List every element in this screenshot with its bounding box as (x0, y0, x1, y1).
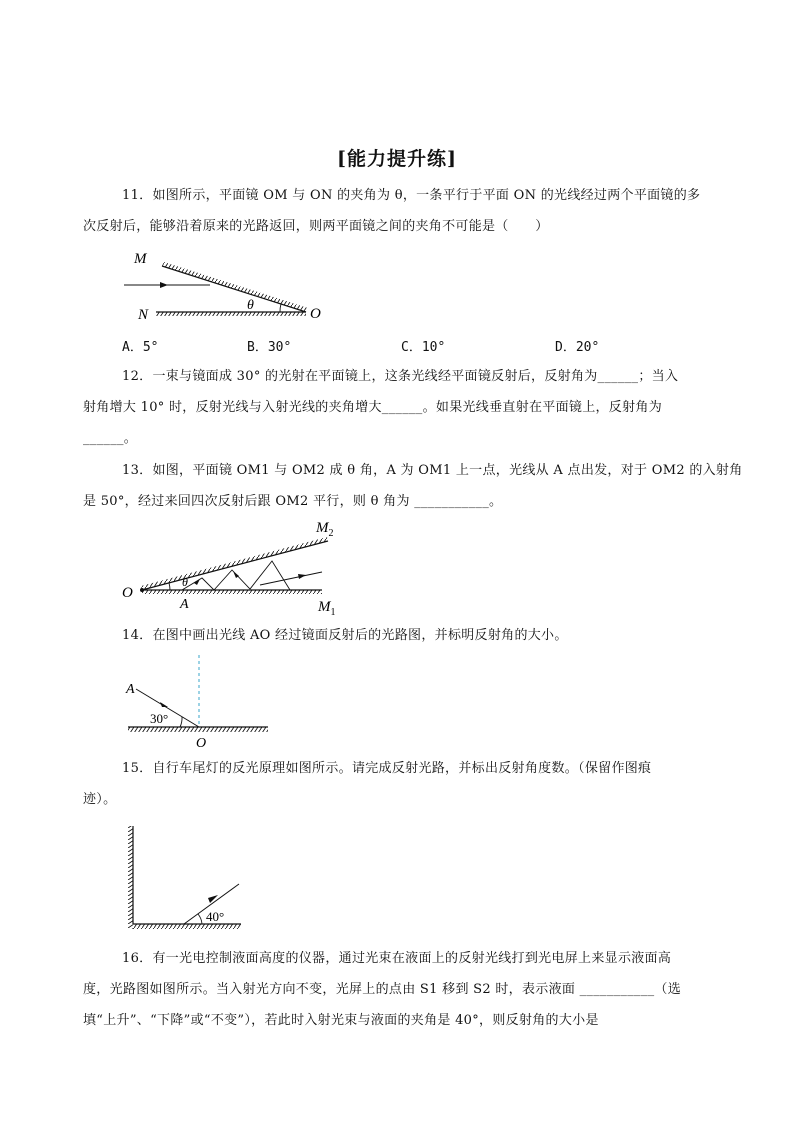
q11-label-n: N (138, 307, 149, 323)
q12-line-1: 12．一束与镜面成 30° 的光射在平面镜上，这条光线经平面镜反射后，反射角为______；当入 (122, 369, 679, 384)
q11-label-o: O (310, 306, 321, 322)
q14-label-angle: 30° (150, 711, 169, 726)
q14-label-o: O (196, 736, 207, 751)
q13-label-m1: $M_1$ (318, 599, 336, 618)
q13-figure (122, 515, 352, 618)
q15-label-angle: 40° (206, 909, 225, 924)
q16-line-3: 填“上升”、“下降”或“不变”），若此时入射光束与液面的夹角是 40°，则反射角的大小是 (83, 1013, 599, 1028)
q13-line-1: 13．如图，平面镜 OM1 与 OM2 成 θ 角，A 为 OM1 上一点，光线从 A 点出发，对于 OM2 的入射角 (122, 463, 743, 478)
q13-label-m2: $M_2$ (316, 520, 334, 539)
q15-line-2: 迹）。 (83, 792, 117, 807)
q11-line-1: 11．如图所示，平面镜 OM 与 ON 的夹角为 θ，一条平行于平面 ON 的光线经过两个平面镜的多 (122, 188, 701, 203)
q11-line-2: 次反射后，能够沿着原来的光路返回，则两平面镜之间的夹角不可能是（ ） (83, 219, 549, 234)
q11-label-theta: θ (247, 298, 254, 313)
q15-line-1: 15．自行车尾灯的反光原理如图所示。请完成反射光路，并标出反射角度数。（保留作图痕 (122, 761, 652, 776)
q14-figure (122, 655, 272, 750)
q11-option-d[interactable]: D．20° (555, 340, 600, 355)
q13-label-theta: θ (182, 575, 188, 589)
q12-line-2: 射角增大 10° 时，反射光线与入射光线的夹角增大______。如果光线垂直射在平面镜上，反射角为 (83, 400, 663, 415)
q13-label-o: O (122, 585, 133, 601)
q16-line-2: 度，光路图如图所示。当入射光方向不变，光屏上的点由 S1 移到 S2 时，表示液面 ___________（选 (83, 982, 682, 997)
q15-figure (122, 820, 252, 935)
q11-option-b[interactable]: B．30° (247, 340, 292, 355)
q11-option-a[interactable]: A．5° (122, 340, 159, 355)
q11-figure (120, 245, 330, 325)
q13-line-2: 是 50°，经过来回四次反射后跟 OM2 平行，则 θ 角为 ___________。 (83, 494, 503, 509)
q13-label-a: A (180, 597, 189, 612)
q14-line-1: 14．在图中画出光线 AO 经过镜面反射后的光路图，并标明反射角的大小。 (122, 628, 568, 643)
q12-line-3: ______。 (83, 431, 138, 446)
section-title: [能力提升练] (337, 148, 457, 170)
q11-label-m: M (134, 251, 147, 267)
q14-label-a: A (126, 682, 135, 697)
q16-line-1: 16．有一光电控制液面高度的仪器，通过光束在液面上的反射光线打到光电屏上来显示液面高 (122, 951, 672, 966)
q11-option-c[interactable]: C．10° (401, 340, 446, 355)
